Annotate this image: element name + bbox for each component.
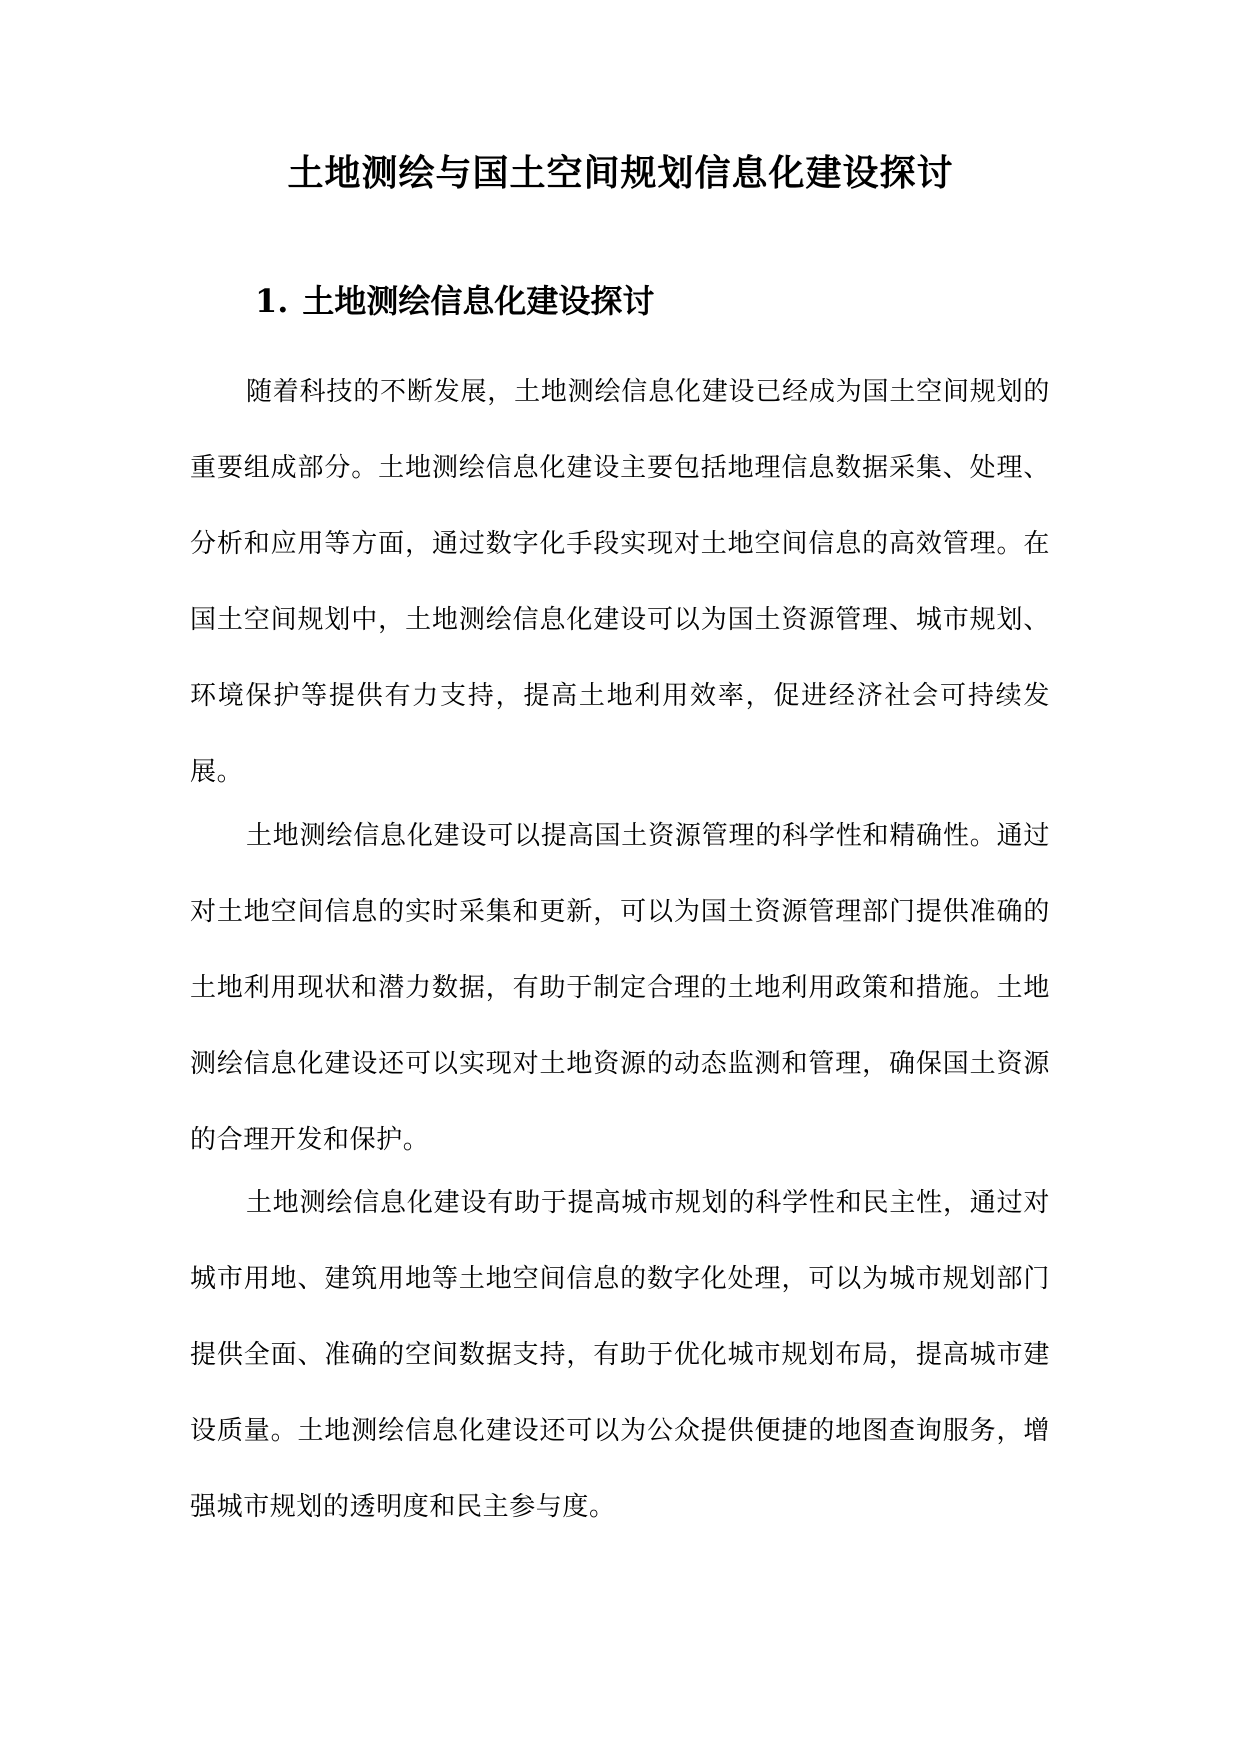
body-paragraph: 土地测绘信息化建设可以提高国土资源管理的科学性和精确性。通过对土地空间信息的实时采集和更新，可以为国土资源管理部门提供准确的土地利用现状和潜力数据，有助于制定合理的土地利用政策和措施。土地测绘信息化建设还可以实现对土地资源的动态监测和管理，确保国土资源的合理开发和保护。	[190, 821, 1050, 1155]
section-heading-text: 土地测绘信息化建设探讨	[302, 282, 655, 320]
body-paragraph: 随着科技的不断发展，土地测绘信息化建设已经成为国土空间规划的重要组成部分。土地测绘信息化建设主要包括地理信息数据采集、处理、分析和应用等方面，通过数字化手段实现对土地空间信息的高效管理。在国土空间规划中，土地测绘信息化建设可以为国土资源管理、城市规划、环境保护等提供有力支持，提高土地利用效率，促进经济社会可持续发展。	[190, 377, 1050, 787]
section-number: 1.	[255, 282, 289, 320]
body-paragraph: 土地测绘信息化建设有助于提高城市规划的科学性和民主性，通过对城市用地、建筑用地等土地空间信息的数字化处理，可以为城市规划部门提供全面、准确的空间数据支持，有助于优化城市规划布局，提高城市建设质量。土地测绘信息化建设还可以为公众提供便捷的地图查询服务，增强城市规划的透明度和民主参与度。	[190, 1188, 1050, 1522]
section-heading	[255, 278, 654, 324]
document-title: 土地测绘与国土空间规划信息化建设探讨	[287, 152, 954, 194]
